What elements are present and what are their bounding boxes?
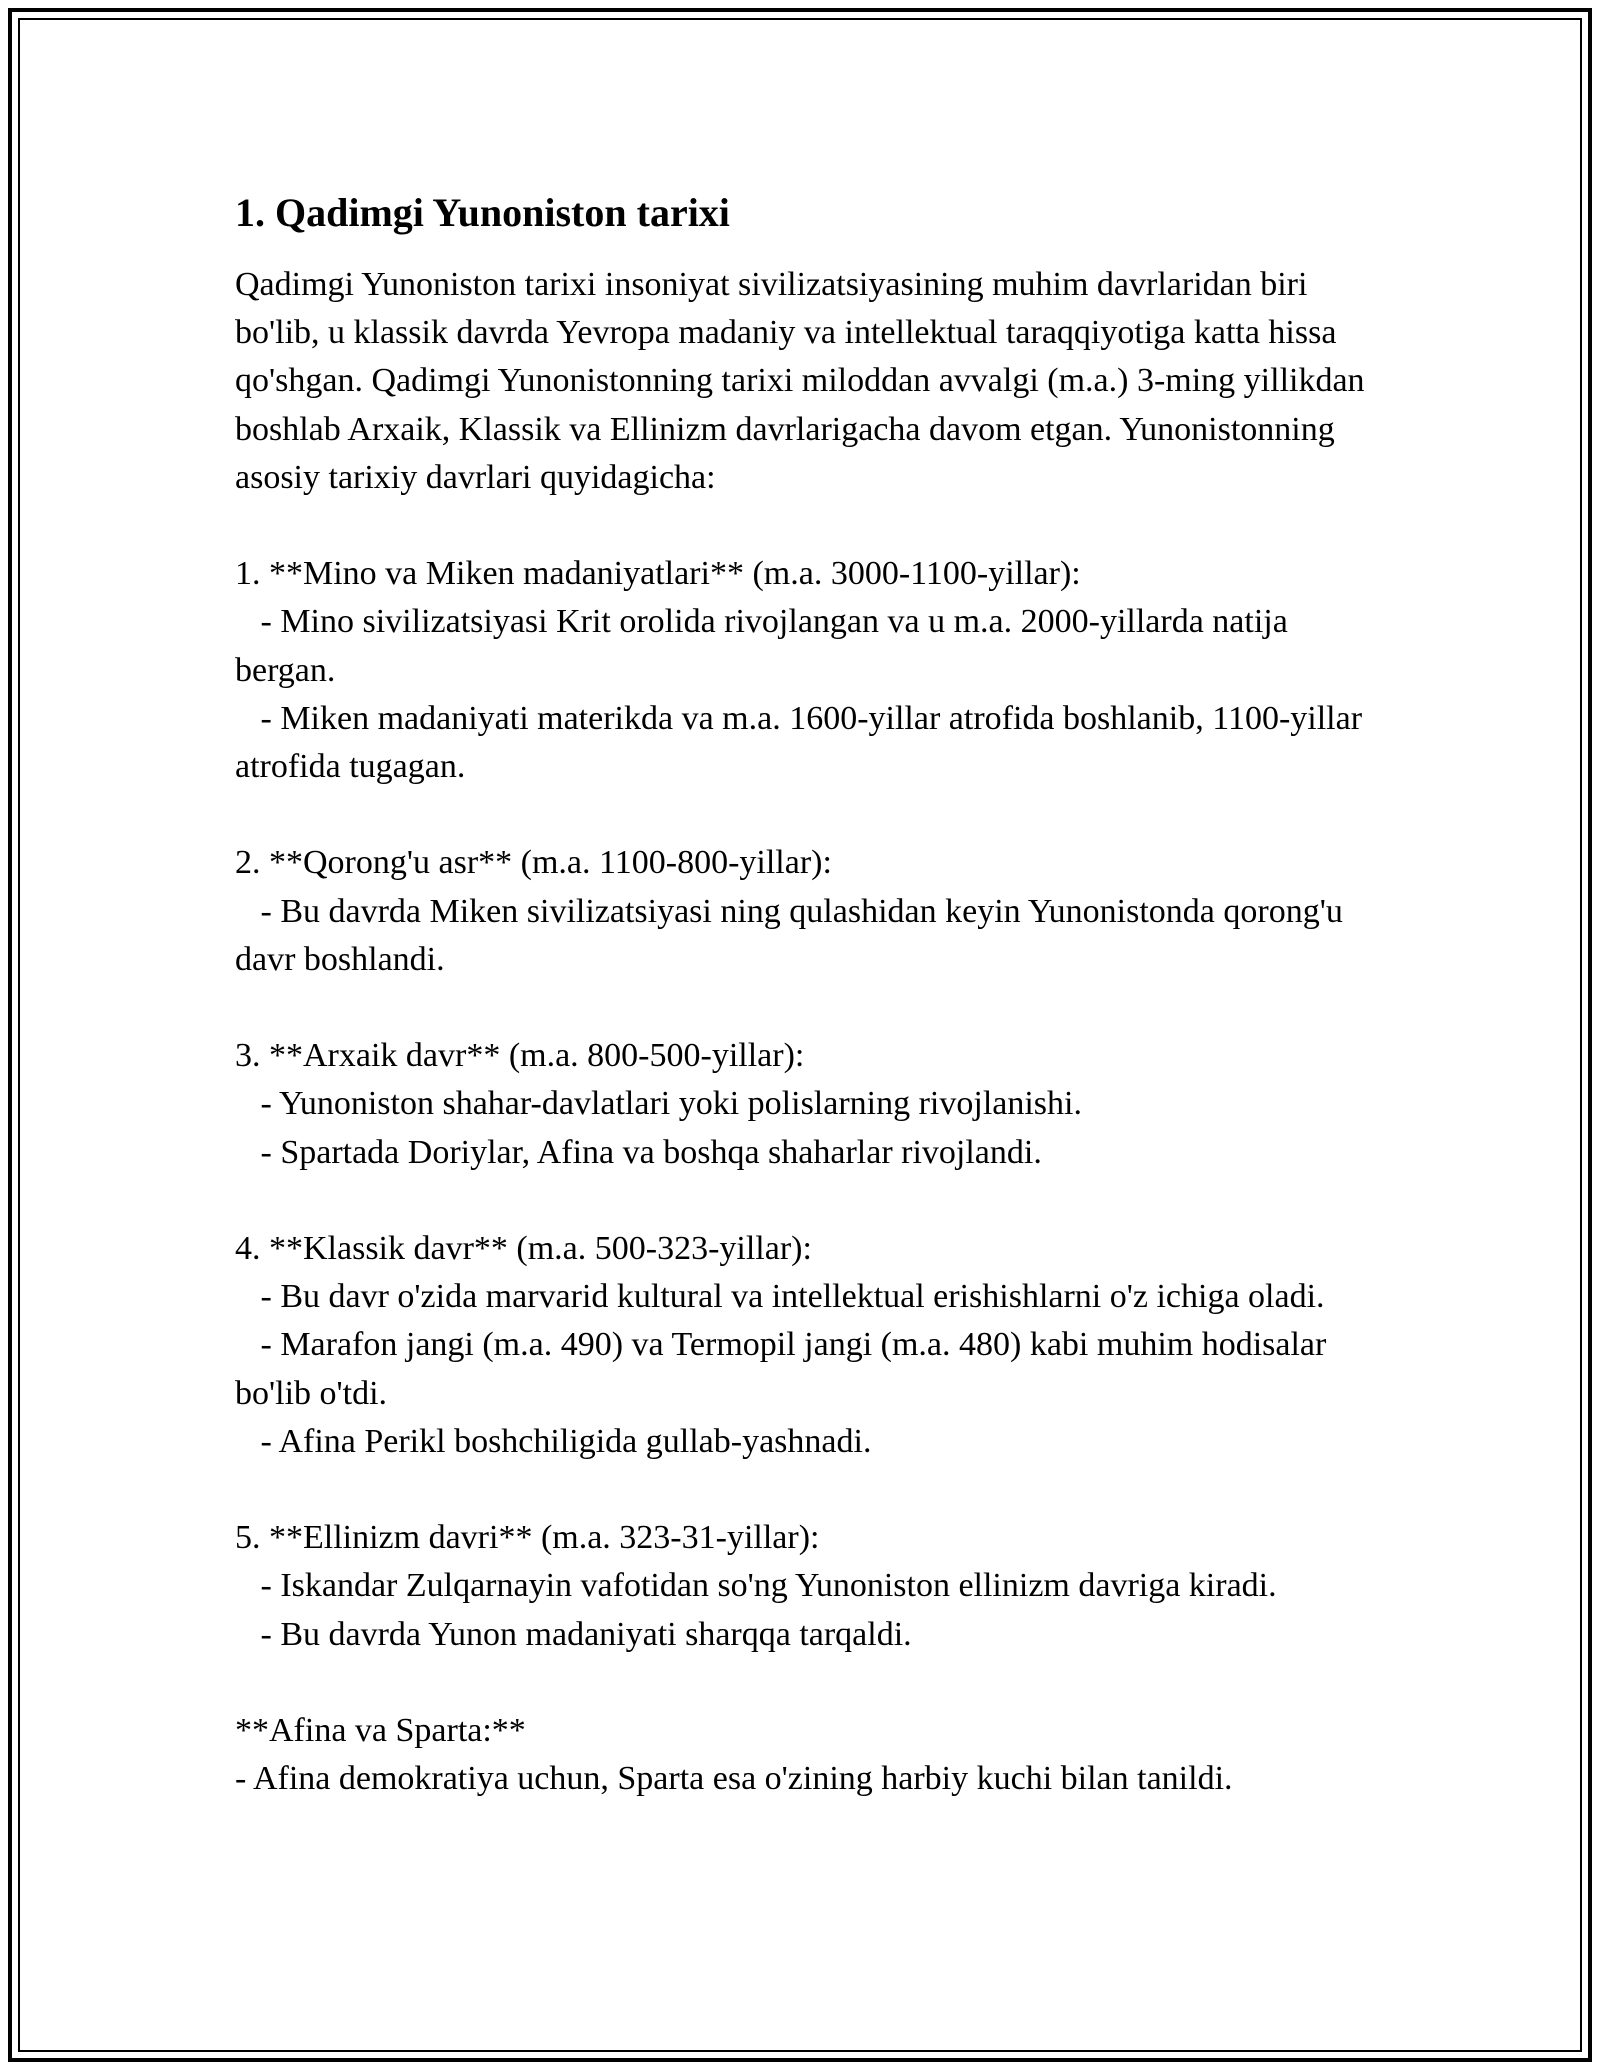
section-item: - Iskandar Zulqarnayin vafotidan so'ng Yunoniston ellinizm davriga kiradi.: [235, 1567, 1277, 1605]
section-gap: [235, 502, 1375, 550]
section-item: - Miken madaniyati materikda va m.a. 1600-yillar atrofida boshlanib, 1100-yillar atrofida tugagan.: [235, 699, 1371, 786]
section-heading: 1. **Mino va Miken madaniyatlari** (m.a. 3000-1100-yillar):: [235, 555, 1081, 593]
section-qorongu-asr: [235, 839, 1375, 984]
section-heading: 3. **Arxaik davr** (m.a. 800-500-yillar):: [235, 1037, 805, 1075]
section-item: - Yunoniston shahar-davlatlari yoki polislarning rivojlanishi.: [235, 1085, 1082, 1123]
section-ellinizm-davri: [235, 1514, 1375, 1659]
section-item: - Afina Perikl boshchiligida gullab-yashnadi.: [235, 1422, 872, 1460]
section-klassik-davr: [235, 1225, 1375, 1466]
section-item: - Afina demokratiya uchun, Sparta esa o'zining harbiy kuchi bilan tanildi.: [235, 1760, 1233, 1798]
section-item: - Marafon jangi (m.a. 490) va Termopil jangi (m.a. 480) kabi muhim hodisalar bo'lib o'tdi.: [235, 1326, 1335, 1412]
section-item: - Bu davrda Miken sivilizatsiyasi ning qulashidan keyin Yunonistonda qorong'u davr boshlandi.: [235, 892, 1352, 978]
section-mino-miken: [235, 550, 1375, 791]
intro-paragraph: Qadimgi Yunoniston tarixi insoniyat sivilizatsiyasining muhim davrlaridan biri bo'lib, u klassik davrda Yevropa madaniy va intellektual taraqqiyotiga katta hissa qo'shgan. Qadimgi Yunonistonning tarixi miloddan avvalgi (m.a.) 3-ming yillikdan boshlab Arxaik, Klassik va Ellinizm davrlarigacha davom etgan. Yunonistonning asosiy tarixiy davrlari quyidagicha:: [235, 266, 1374, 496]
section-heading: 2. **Qorong'u asr** (m.a. 1100-800-yillar):: [235, 844, 832, 882]
document-body: [235, 185, 1375, 1803]
section-item: - Bu davr o'zida marvarid kultural va intellektual erishishlarni o'z ichiga oladi.: [235, 1278, 1325, 1316]
document-title: 1. Qadimgi Yunoniston tarixi: [235, 190, 730, 235]
section-gap: [235, 1659, 1375, 1707]
section-item: - Mino sivilizatsiyasi Krit orolida rivojlangan va u m.a. 2000-yillarda natija bergan.: [235, 603, 1297, 689]
section-item: - Spartada Doriylar, Afina va boshqa shaharlar rivojlandi.: [235, 1133, 1042, 1171]
section-heading: 5. **Ellinizm davri** (m.a. 323-31-yillar):: [235, 1519, 820, 1557]
section-gap: [235, 1177, 1375, 1225]
section-heading: 4. **Klassik davr** (m.a. 500-323-yillar):: [235, 1230, 812, 1267]
section-gap: [235, 984, 1375, 1032]
section-item: - Bu davrda Yunon madaniyati sharqqa tarqaldi.: [235, 1615, 912, 1653]
section-afina-sparta: [235, 1707, 1375, 1803]
section-gap: [235, 791, 1375, 839]
section-gap: [235, 1466, 1375, 1514]
section-arxaik-davr: [235, 1032, 1375, 1177]
section-heading: **Afina va Sparta:**: [235, 1712, 526, 1749]
